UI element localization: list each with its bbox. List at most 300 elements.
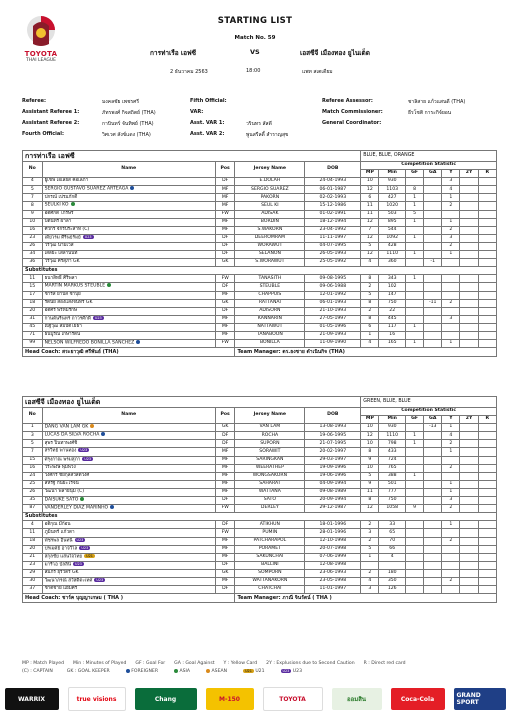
stat-gf: 1 (405, 251, 423, 259)
stat-y (442, 586, 460, 594)
stat-y (442, 283, 460, 291)
stat-r (478, 234, 496, 242)
head-coach (23, 594, 235, 603)
commissioner-label: Match Commissioner: (322, 109, 383, 115)
stat-y2 (460, 275, 478, 283)
player-position: MF (215, 186, 235, 194)
player-name (42, 242, 215, 250)
stat-y2 (460, 291, 478, 299)
player-row (23, 242, 497, 250)
date-of-birth: 13-08-1993 (305, 424, 361, 432)
stat-min: 433 (379, 448, 406, 456)
team-manager (235, 348, 497, 357)
stat-y (442, 545, 460, 553)
player-name (42, 505, 215, 513)
jersey-name: STEUBLE (235, 283, 305, 291)
player-name-text: ปกรณ์ เปรมภักดิ์ (44, 194, 78, 200)
stat-y2 (460, 521, 478, 529)
stat-ga: -11 (424, 299, 442, 307)
stat-gf: 5 (405, 210, 423, 218)
team-manager (235, 594, 497, 603)
player-number: 11 (23, 529, 43, 537)
match-venue: แพท สเตเดียม (302, 69, 333, 75)
stat-mp: 7 (361, 226, 379, 234)
stat-y2 (460, 194, 478, 202)
player-row (23, 251, 497, 259)
jersey-name: PAKORN (235, 194, 305, 202)
stat-min: 503 (379, 210, 406, 218)
date-of-birth: 12-10-1998 (305, 537, 361, 545)
player-name (42, 553, 215, 561)
head-coach-value: สระยาวุฒิ ศรีพันธ์ (THA) (62, 348, 119, 355)
player-row (23, 331, 497, 339)
player-position: DF (215, 242, 235, 250)
ar1-value: ภัทรพงศ์ กิจสถิตย์ (THA) (102, 110, 156, 116)
column-header: Jersey Name (235, 408, 305, 424)
player-name-text: มาริโอ บัลลินี (44, 562, 72, 568)
player-number: 18 (23, 537, 43, 545)
player-position: GK (215, 259, 235, 267)
player-number: 99 (23, 340, 43, 348)
player-name-text: NELSON WILFREDO BONILLA SANCHEZ (44, 340, 135, 346)
stat-mp: 4 (361, 259, 379, 267)
stat-mp: 6 (361, 323, 379, 331)
ar2-label: Assistant Referee 2: (22, 120, 80, 126)
stat-r (478, 315, 496, 323)
stat-mp: 11 (361, 202, 379, 210)
stat-y2 (460, 432, 478, 440)
stat-r (478, 202, 496, 210)
player-name (42, 283, 215, 291)
jersey-name: RATTANAI (235, 299, 305, 307)
player-number: 16 (23, 226, 43, 234)
column-header: DOB (305, 408, 361, 424)
stat-ga (424, 432, 442, 440)
stat-y (442, 307, 460, 315)
stat-min: 544 (379, 226, 406, 234)
player-name-text: วงศกร ชัยกุลสวัสดิ์วงศ์ (44, 473, 90, 478)
player-position: FW (215, 210, 235, 218)
stat-min: 501 (379, 480, 406, 488)
avar2-label: Asst. VAR 2: (190, 131, 225, 137)
date-of-birth: 01-05-1996 (305, 323, 361, 331)
player-position: GK (215, 299, 235, 307)
stat-y2 (460, 537, 478, 545)
player-number: 26 (23, 242, 43, 250)
sponsor-logo-4: TOYOTA (263, 687, 323, 711)
stat-gf (405, 291, 423, 299)
stat-gf (405, 529, 423, 537)
player-name-text: LUCAS DA SILVA ROCHA (44, 432, 100, 438)
stat-gf (405, 488, 423, 496)
stat-y2 (460, 488, 478, 496)
player-name-text: ชาติชาย แย้มศรี (44, 586, 78, 592)
player-number: 35 (23, 497, 43, 505)
player-row (23, 440, 497, 448)
player-number: 25 (23, 480, 43, 488)
head-coach-value: ชาร์ค บุญญาเกษม ( THA ) (62, 594, 124, 601)
assessor-label: Referee Assessor: (322, 98, 373, 104)
player-row (23, 259, 497, 267)
jersey-name: BONILLA (235, 340, 305, 348)
player-position: DF (215, 178, 235, 186)
stat-mp: 3 (361, 586, 379, 594)
stat-column-header: 2Y (460, 170, 478, 178)
player-name (42, 537, 215, 545)
player-row (23, 497, 497, 505)
player-number: 4 (23, 178, 43, 186)
player-name-text: ศรุงกาณ พรมสุภา (44, 457, 81, 463)
sponsor-logo-5: ออมสิน (332, 688, 382, 710)
stat-y2 (460, 323, 478, 331)
player-name-text: บดินทร์ ผาลา (44, 218, 72, 224)
stat-mp: 10 (361, 178, 379, 186)
stat-y (442, 275, 460, 283)
jersey-name: TANABOON (235, 331, 305, 339)
vs-label: VS (250, 48, 260, 56)
player-number: 5 (23, 440, 43, 448)
asia-icon (107, 283, 111, 287)
date-of-birth: 21-10-1993 (305, 307, 361, 315)
stat-min: 427 (379, 194, 406, 202)
player-row (23, 561, 497, 569)
player-position: MF (215, 448, 235, 456)
stat-ga (424, 291, 442, 299)
competition-statistic-header: Competition Statistic (361, 408, 497, 416)
stat-y (442, 529, 460, 537)
player-position: GK (215, 424, 235, 432)
var-label: VAR: (190, 109, 204, 115)
player-row (23, 323, 497, 331)
stat-y: 1 (442, 251, 460, 259)
player-row (23, 456, 497, 464)
player-row (23, 291, 497, 299)
player-name-text: สกุลชัย แสนใจไทย (44, 554, 83, 560)
stat-y: 4 (442, 432, 460, 440)
stat-min: 33 (379, 521, 406, 529)
jersey-name: NATTAWUT (235, 323, 305, 331)
stat-r (478, 537, 496, 545)
player-name (42, 569, 215, 577)
stat-gf (405, 259, 423, 267)
player-position: MF (215, 488, 235, 496)
player-position: MF (215, 553, 235, 561)
stat-y2 (460, 178, 478, 186)
stat-mp: 12 (361, 432, 379, 440)
date-of-birth: 11-09-1990 (305, 340, 361, 348)
stat-min: 117 (379, 323, 406, 331)
player-name (42, 323, 215, 331)
date-of-birth: 15-12-1986 (305, 202, 361, 210)
stat-ga (424, 331, 442, 339)
date-of-birth: 29-12-1987 (305, 505, 361, 513)
date-of-birth: 11-11-1997 (305, 234, 361, 242)
stat-min: 147 (379, 291, 406, 299)
stat-mp: 2 (361, 283, 379, 291)
legend-text: FOREIGNER (129, 669, 159, 674)
assessor-value: ชาลิสาย แก้วแสนดี (THA) (408, 99, 466, 105)
stat-y (442, 569, 460, 577)
player-number: 30 (23, 577, 43, 585)
avar1-label: Asst. VAR 1: (190, 120, 225, 126)
player-number: 7 (23, 448, 43, 456)
stat-y2 (460, 186, 478, 194)
player-name (42, 577, 215, 585)
stat-ga (424, 340, 442, 348)
stat-r (478, 218, 496, 226)
u23-badge: U23 (94, 315, 102, 320)
u23-badge: U23 (80, 448, 88, 453)
player-name (42, 331, 215, 339)
stat-ga (424, 488, 442, 496)
stat-mp: 12 (361, 251, 379, 259)
player-position: DF (215, 307, 235, 315)
legend (22, 660, 497, 676)
stat-min: 1110 (379, 251, 406, 259)
stat-min: 22 (379, 307, 406, 315)
stat-r (478, 488, 496, 496)
stat-gf (405, 178, 423, 186)
stat-ga (424, 202, 442, 210)
player-position: MF (215, 323, 235, 331)
stat-gf (405, 545, 423, 553)
stat-y2 (460, 497, 478, 505)
stat-min: 777 (379, 488, 406, 496)
avar2-value: พูนสรีลดี้ สำราญสุข (246, 132, 289, 138)
stat-gf: 1 (405, 275, 423, 283)
player-name-text: สุพร ปินทาพงศ์ชิ (44, 440, 78, 446)
jersey-name: SEUL KI (235, 202, 305, 210)
stat-y2 (460, 210, 478, 218)
player-row (23, 545, 497, 553)
player-name (42, 432, 215, 440)
date-of-birth: 09-08-1989 (305, 488, 361, 496)
player-name (42, 315, 215, 323)
date-of-birth: 04-07-1995 (305, 242, 361, 250)
player-name (42, 178, 215, 186)
stat-gf: 1 (405, 440, 423, 448)
stat-mp: 4 (361, 577, 379, 585)
stat-y2 (460, 586, 478, 594)
jersey-name: WEERATHEP (235, 464, 305, 472)
date-of-birth: 19-06-1995 (305, 432, 361, 440)
stat-min: 1058 (379, 505, 406, 513)
player-position: MF (215, 456, 235, 464)
home-team-row (23, 151, 497, 162)
stat-min: 180 (379, 569, 406, 577)
player-name-text: อดิศักดิ์ ไกรษร (44, 210, 74, 216)
player-position: DF (215, 283, 235, 291)
stat-mp: 2 (361, 307, 379, 315)
player-number: 10 (23, 218, 43, 226)
date-of-birth: 11-01-1997 (305, 586, 361, 594)
stat-min: 165 (379, 340, 406, 348)
player-name-text: สมภร ยุรวัตร GK (44, 570, 79, 576)
player-number: 21 (23, 553, 43, 561)
stat-gf (405, 561, 423, 569)
team-manager-label: Team Manager: (237, 594, 283, 601)
stat-ga (424, 315, 442, 323)
avar1-value: วรินทร สัสดี (246, 121, 272, 127)
player-name (42, 202, 215, 210)
date-of-birth: 25-05-1992 (305, 259, 361, 267)
legend-item (172, 669, 190, 674)
player-row (23, 234, 497, 242)
home-team-name: การท่าเรือ เอฟซี (23, 151, 361, 162)
stat-y: 2 (442, 440, 460, 448)
stat-y2 (460, 456, 478, 464)
stat-gf (405, 586, 423, 594)
stat-gf (405, 497, 423, 505)
stat-column-header: Min (379, 416, 406, 424)
jersey-name: PUMIN (235, 529, 305, 537)
home-team-colors: BLUE, BLUE, ORANGE (361, 151, 497, 162)
player-number: 71 (23, 331, 43, 339)
player-position: MF (215, 480, 235, 488)
stat-gf: 1 (405, 323, 423, 331)
player-number: 15 (23, 283, 43, 291)
team-manager-label: Team Manager: (237, 348, 283, 355)
stat-y2 (460, 480, 478, 488)
jersey-name: SAKUNCHAI (235, 553, 305, 561)
player-name (42, 472, 215, 480)
stat-column-header: 2Y (460, 416, 478, 424)
sponsor-logo-7: GRAND SPORT (454, 688, 506, 710)
player-row (23, 194, 497, 202)
stat-y2 (460, 577, 478, 585)
legend-item: 2Y : Explusions due to Second Caution (266, 661, 355, 666)
stat-mp: 10 (361, 464, 379, 472)
stat-ga: -1 (424, 259, 442, 267)
jersey-name: SATO (235, 497, 305, 505)
match-date: 2 ธันวาคม 2563 (170, 69, 208, 75)
player-position: DF (215, 251, 235, 259)
stat-ga (424, 251, 442, 259)
head-coach (23, 348, 235, 357)
foreigner-icon (110, 505, 114, 509)
player-row (23, 340, 497, 348)
stat-y: 2 (442, 226, 460, 234)
stat-mp: 1 (361, 553, 379, 561)
stat-r (478, 432, 496, 440)
player-name-text: กานต์นรินทร์ ถาวรศักดิ์ (44, 316, 91, 322)
home-team-name: การท่าเรือ เอฟซี (150, 49, 197, 57)
player-position: FW (215, 505, 235, 513)
stat-y2 (460, 529, 478, 537)
player-row (23, 218, 497, 226)
player-row (23, 307, 497, 315)
stat-r (478, 275, 496, 283)
stat-y2 (460, 553, 478, 561)
stat-ga (424, 178, 442, 186)
stat-mp: 10 (361, 424, 379, 432)
stat-y2 (460, 440, 478, 448)
date-of-birth: 06-01-1987 (305, 186, 361, 194)
legend-item (124, 669, 158, 674)
stat-y (442, 553, 460, 561)
legend-item (241, 669, 264, 674)
stat-ga (424, 553, 442, 561)
stat-y2 (460, 464, 478, 472)
stat-y: 1 (442, 448, 460, 456)
stat-y: 3 (442, 315, 460, 323)
stat-mp: 11 (361, 210, 379, 218)
stat-column-header: GA (424, 170, 442, 178)
ar2-value: กาบินทร์ จันทิพย์ (THA) (102, 121, 154, 127)
player-name-text: สหรัฐ กันยะโรจน์ (44, 481, 79, 487)
date-of-birth: 21-09-1993 (305, 331, 361, 339)
stat-y2 (460, 331, 478, 339)
stat-gf: 8 (405, 186, 423, 194)
legend-text: ASIA (178, 669, 191, 674)
stat-r (478, 307, 496, 315)
player-name (42, 529, 215, 537)
player-name-text: ชาริส ยาปิส ชาปุย (44, 291, 81, 297)
stat-r (478, 251, 496, 259)
u23-badge: U23 (81, 545, 89, 550)
player-name (42, 251, 215, 259)
legend-text: U23 (291, 669, 302, 674)
player-position: MF (215, 194, 235, 202)
column-header: DOB (305, 162, 361, 178)
stat-mp: 8 (361, 315, 379, 323)
date-of-birth: 27-05-1997 (305, 315, 361, 323)
player-number: 11 (23, 275, 43, 283)
player-name (42, 480, 215, 488)
u23-badge: U23 (96, 577, 104, 582)
stat-column-header: Min (379, 170, 406, 178)
stat-min: 1020 (379, 202, 406, 210)
home-subs-row (23, 267, 497, 275)
stat-ga (424, 307, 442, 315)
date-of-birth: 09-08-1995 (305, 275, 361, 283)
sponsor-logo-0: WARRIX (5, 688, 59, 710)
date-of-birth: 07-06-1999 (305, 553, 361, 561)
ar1-label: Assistant Referee 1: (22, 109, 80, 115)
stat-min: 66 (379, 545, 406, 553)
jersey-name: CHAPPUIS (235, 291, 305, 299)
stat-column-header: MP (361, 170, 379, 178)
stat-min: 360 (379, 259, 406, 267)
stat-column-header: R (478, 170, 496, 178)
jersey-name: SUPORN (235, 440, 305, 448)
stat-ga (424, 210, 442, 218)
stat-gf (405, 448, 423, 456)
legend-tags-line (22, 668, 497, 676)
stat-y (442, 472, 460, 480)
stat-gf: 1 (405, 472, 423, 480)
player-row (23, 537, 497, 545)
asean-icon (90, 424, 94, 428)
coordinator-label: General Coordinator: (322, 120, 382, 126)
stat-r (478, 424, 496, 432)
date-of-birth: 20-09-1994 (305, 497, 361, 505)
stat-mp: 9 (361, 480, 379, 488)
player-name-text: เสลิยะ เสลานนท์ (44, 251, 78, 257)
player-name-text: อติกุณ มีก้อน (44, 521, 71, 527)
team-manager-value: ภาณี จินรัตน์ ( THA ) (282, 594, 332, 601)
player-name-text: ธนาสิทธิ์ ศิริพลา (44, 275, 77, 281)
player-name (42, 291, 215, 299)
stat-mp: 8 (361, 275, 379, 283)
stat-ga (424, 275, 442, 283)
home-team-table (22, 150, 497, 357)
player-number: 17 (23, 291, 43, 299)
stat-gf (405, 315, 423, 323)
player-position: MF (215, 291, 235, 299)
sponsor-logo-6: Coca-Cola (391, 688, 445, 710)
jersey-name: ATIKHUN (235, 521, 305, 529)
